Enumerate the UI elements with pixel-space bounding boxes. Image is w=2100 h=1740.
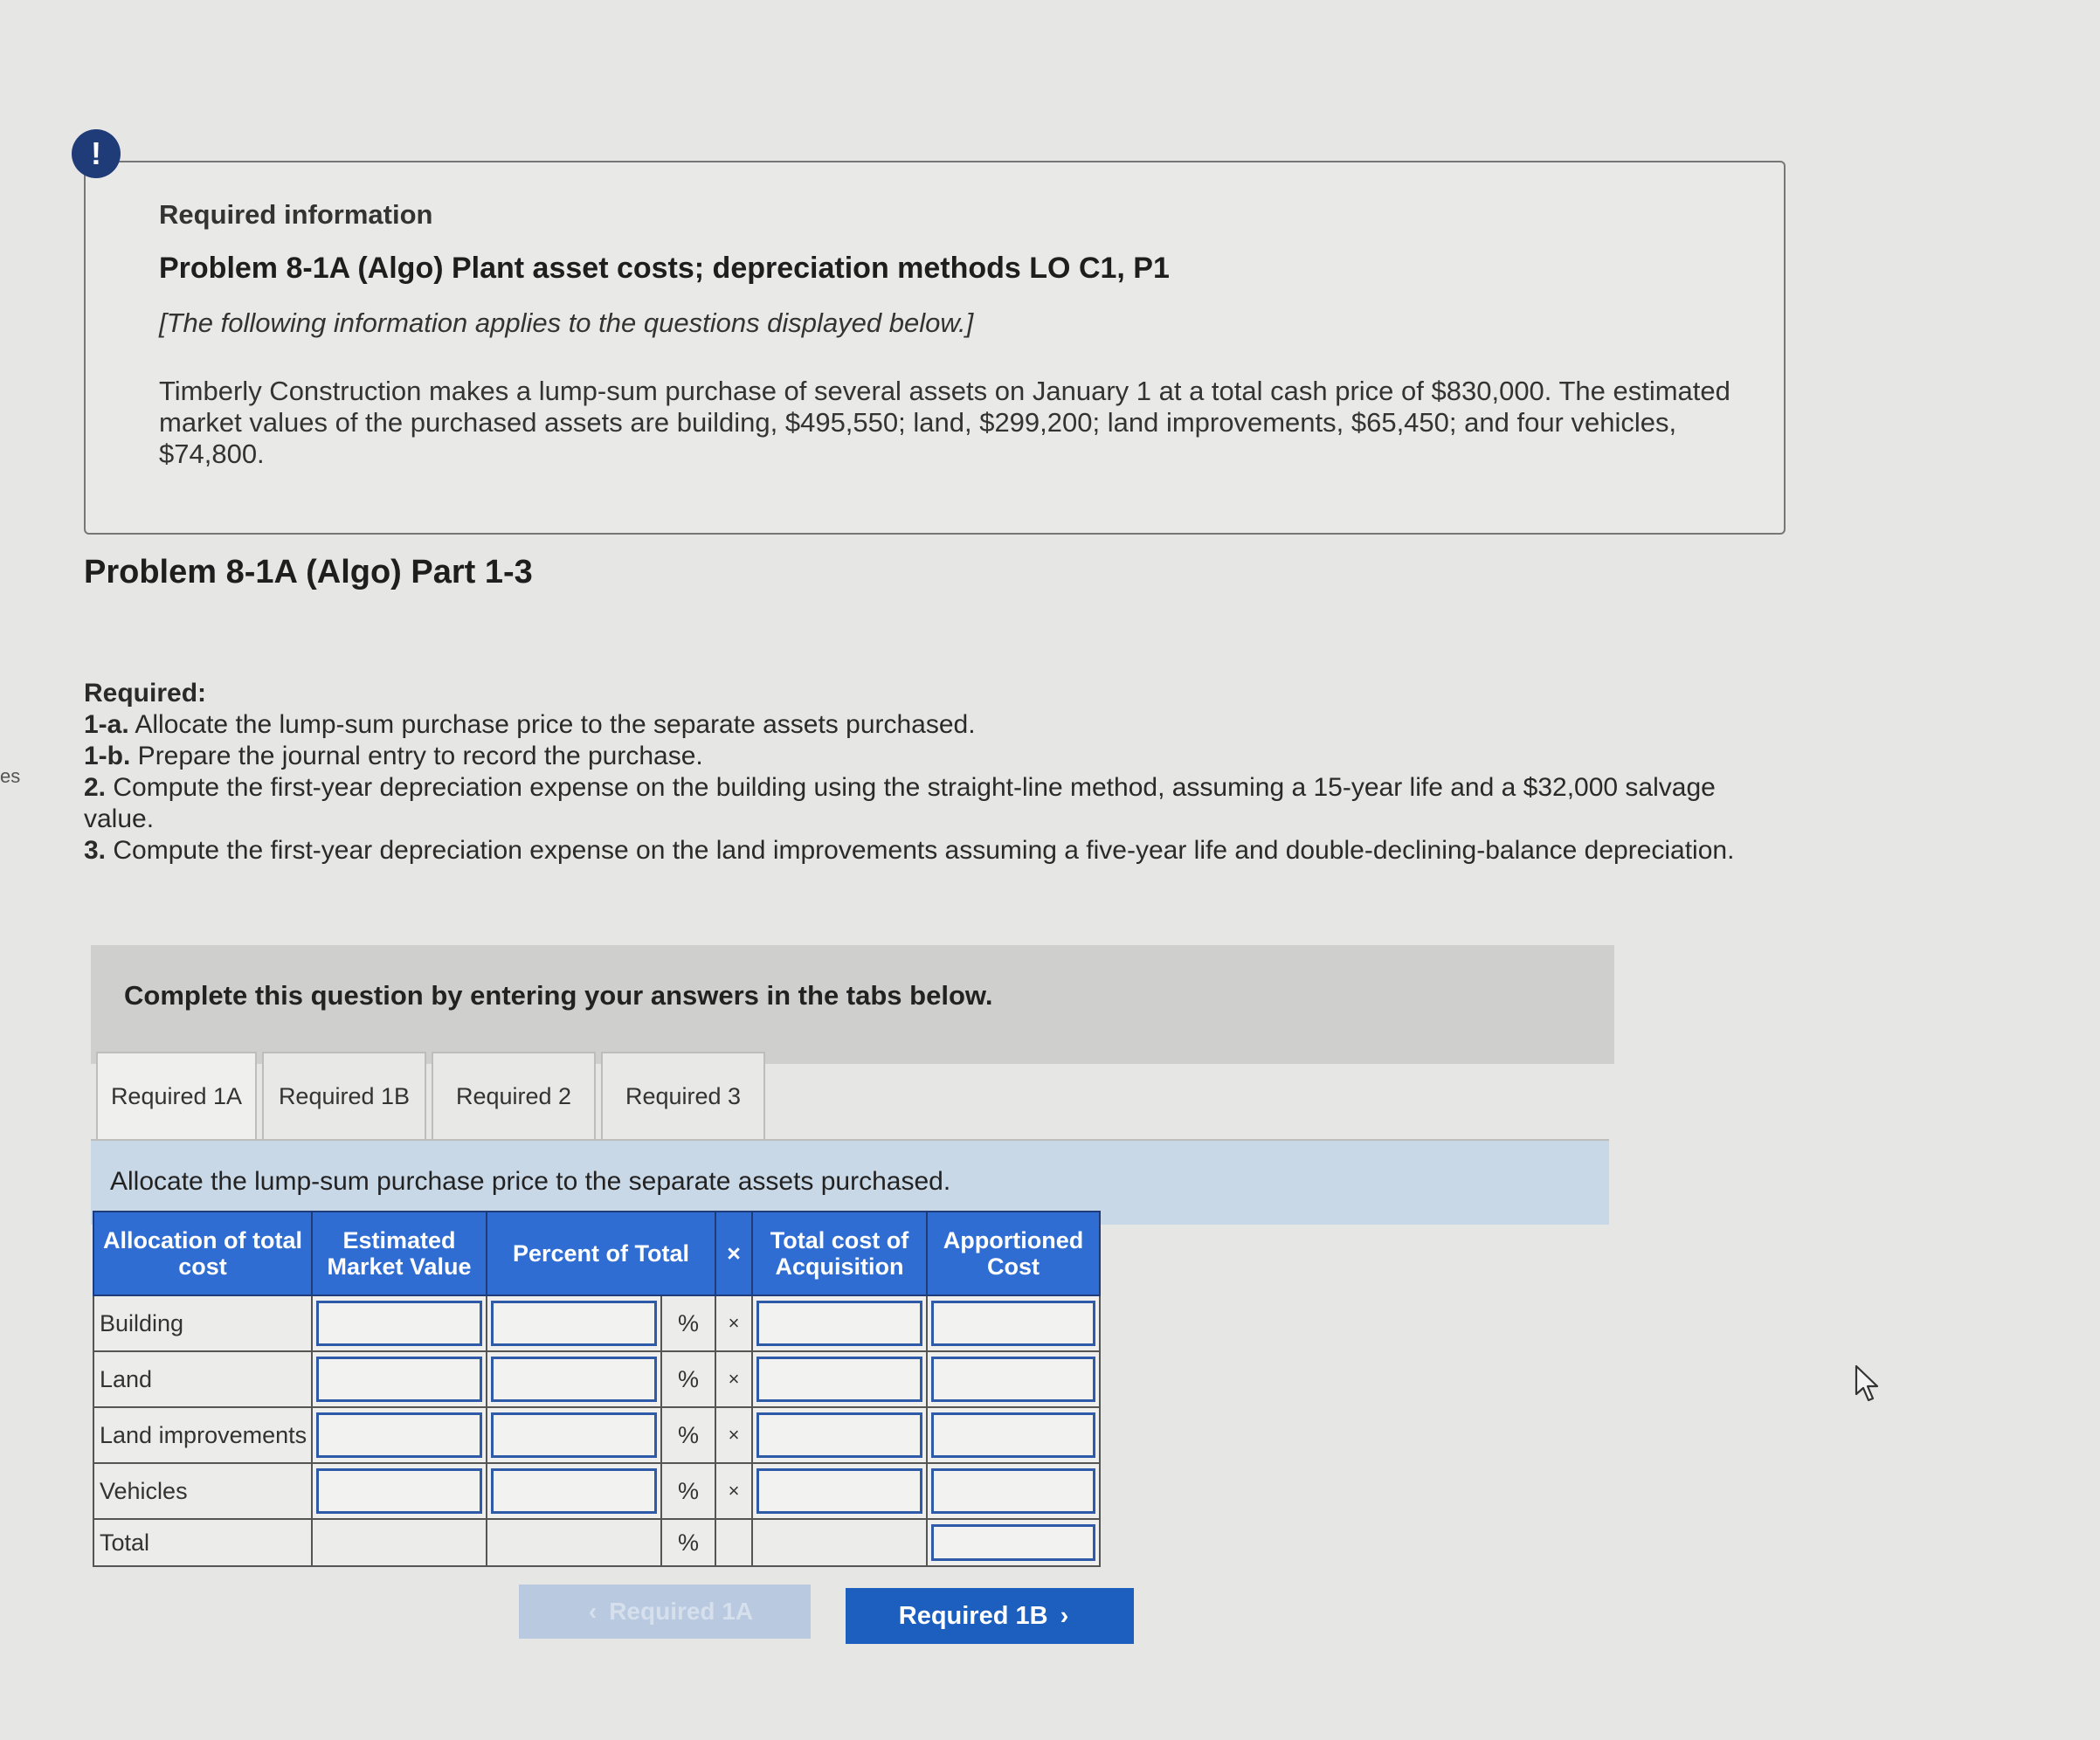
row-label: Land: [93, 1351, 312, 1407]
allocation-table: [93, 1211, 1101, 1567]
total-cost-cell: [752, 1295, 927, 1351]
percent-symbol: %: [661, 1407, 715, 1463]
market-value-cell: [312, 1351, 487, 1407]
total-cost-input[interactable]: [756, 1468, 922, 1514]
row-label: Vehicles: [93, 1463, 312, 1519]
header-allocation: Allocation of total cost: [93, 1212, 312, 1295]
header-apportioned: Apportioned Cost: [927, 1212, 1100, 1295]
apportioned-cell: [927, 1295, 1100, 1351]
apportioned-cost-input[interactable]: [931, 1357, 1095, 1402]
chevron-left-icon: ‹: [588, 1598, 598, 1625]
previous-button-label: Required 1A: [609, 1598, 754, 1625]
percent-symbol: %: [661, 1351, 715, 1407]
percent-input[interactable]: [491, 1357, 657, 1402]
next-button-label: Required 1B: [898, 1601, 1048, 1630]
header-percent: Percent of Total: [487, 1212, 715, 1295]
total-label: Total: [93, 1519, 312, 1566]
alert-icon: !: [72, 129, 121, 178]
times-symbol: ×: [715, 1407, 752, 1463]
required-list: [84, 678, 1779, 867]
apportioned-cell: [927, 1351, 1100, 1407]
percent-cell: [487, 1351, 661, 1407]
apportioned-cell: [927, 1407, 1100, 1463]
header-times: ×: [715, 1212, 752, 1295]
required-item: [84, 772, 1779, 835]
previous-button[interactable]: [519, 1585, 811, 1639]
total-cost-cell: [752, 1463, 927, 1519]
header-market-value: Estimated Market Value: [312, 1212, 487, 1295]
required-item-number: 1-b.: [84, 742, 131, 770]
applies-note: [The following information applies to the questions displayed below.]: [159, 307, 974, 338]
row-label: Land improvements: [93, 1407, 312, 1463]
total-apportioned-cell: [927, 1519, 1100, 1566]
percent-input[interactable]: [491, 1412, 657, 1458]
total-cost-cell: [752, 1351, 927, 1407]
required-heading: Required:: [84, 679, 207, 708]
required-item-text: Prepare the journal entry to record the purchase.: [130, 742, 703, 770]
part-title: Problem 8-1A (Algo) Part 1-3: [84, 554, 533, 590]
instruction-banner: [91, 945, 1614, 1064]
apportioned-cost-input[interactable]: [931, 1468, 1095, 1514]
market-value-cell: [312, 1463, 487, 1519]
apportioned-cost-input[interactable]: [931, 1412, 1095, 1458]
percent-cell: [487, 1463, 661, 1519]
required-item-text: Allocate the lump-sum purchase price to the separate assets purchased.: [128, 710, 976, 739]
market-value-cell: [312, 1295, 487, 1351]
mouse-cursor-icon: [1854, 1364, 1883, 1403]
percent-input[interactable]: [491, 1468, 657, 1514]
required-item: [84, 741, 1779, 772]
question-tabs: [96, 1052, 770, 1139]
market-value-input[interactable]: [316, 1301, 482, 1346]
percent-cell: [487, 1407, 661, 1463]
required-item-number: 1-a.: [84, 710, 129, 739]
percent-input[interactable]: [491, 1301, 657, 1346]
market-value-cell: [312, 1407, 487, 1463]
tab-required-2[interactable]: Required 2: [432, 1052, 596, 1139]
percent-symbol: %: [661, 1463, 715, 1519]
percent-symbol: %: [661, 1519, 715, 1566]
market-value-input[interactable]: [316, 1412, 482, 1458]
required-item: [84, 835, 1779, 867]
market-value-input[interactable]: [316, 1468, 482, 1514]
instruction-text: Complete this question by entering your answers in the tabs below.: [124, 980, 993, 1011]
total-cost-input[interactable]: [756, 1301, 922, 1346]
total-cost-cell: [752, 1407, 927, 1463]
required-item-text: Compute the first-year depreciation expense on the building using the straight-line method, assuming a 15-year life and a $32,000 salvage value.: [84, 773, 1716, 833]
required-item-number: 2.: [84, 773, 107, 802]
tab-required-1a[interactable]: Required 1A: [96, 1052, 257, 1139]
required-item-number: 3.: [84, 836, 107, 865]
required-item-text: Compute the first-year depreciation expense on the land improvements assuming a five-year life and double-declining-balance depreciation.: [106, 836, 1735, 865]
total-cost-input[interactable]: [756, 1412, 922, 1458]
table-row: [93, 1351, 1100, 1407]
problem-description: Timberly Construction makes a lump-sum purchase of several assets on January 1 at a total cash price of $830,000. The estimated market values of the purchased assets are building, $495,550; land, $299,200; land improvements, $65,450; and four vehicles, $74,800.: [159, 376, 1730, 469]
chevron-right-icon: ›: [1060, 1601, 1069, 1630]
percent-cell: [487, 1295, 661, 1351]
times-symbol: ×: [715, 1463, 752, 1519]
required-information-box: [84, 161, 1786, 535]
tab-required-1b[interactable]: Required 1B: [262, 1052, 426, 1139]
total-percent-cell: [487, 1519, 661, 1566]
table-row: [93, 1463, 1100, 1519]
table-row: [93, 1407, 1100, 1463]
prompt-text: Allocate the lump-sum purchase price to the separate assets purchased.: [110, 1167, 951, 1196]
header-total-cost: Total cost of Acquisition: [752, 1212, 927, 1295]
total-market-value-cell: [312, 1519, 487, 1566]
problem-title: Problem 8-1A (Algo) Plant asset costs; depreciation methods LO C1, P1: [159, 252, 1170, 285]
row-label: Building: [93, 1295, 312, 1351]
total-cost-input[interactable]: [756, 1357, 922, 1402]
next-button[interactable]: [846, 1588, 1134, 1644]
tab-required-3[interactable]: Required 3: [601, 1052, 765, 1139]
percent-symbol: %: [661, 1295, 715, 1351]
required-information-heading: Required information: [159, 199, 433, 230]
total-row: [93, 1519, 1100, 1566]
edge-fragment-text: es: [0, 765, 21, 787]
times-symbol: ×: [715, 1351, 752, 1407]
table-header-row: [93, 1212, 1100, 1295]
market-value-input[interactable]: [316, 1357, 482, 1402]
apportioned-cost-input[interactable]: [931, 1301, 1095, 1346]
apportioned-cell: [927, 1463, 1100, 1519]
table-row: [93, 1295, 1100, 1351]
total-times-cell: [715, 1519, 752, 1566]
total-cost-cell: [752, 1519, 927, 1566]
total-apportioned-input[interactable]: [931, 1524, 1095, 1561]
times-symbol: ×: [715, 1295, 752, 1351]
required-item: [84, 709, 1779, 741]
